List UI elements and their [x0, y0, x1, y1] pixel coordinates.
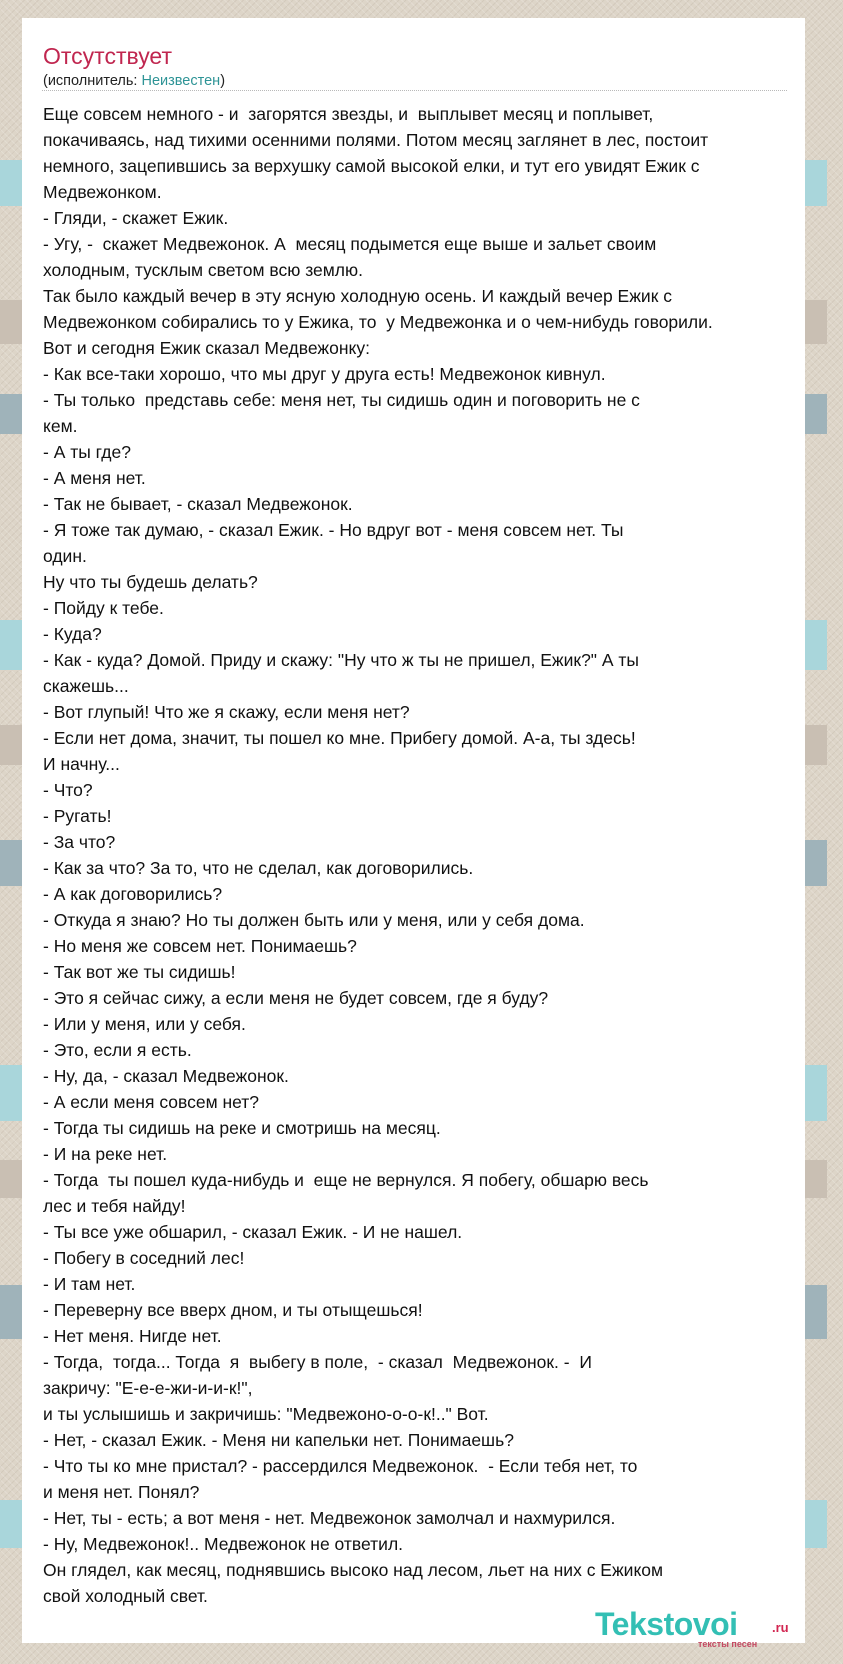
- lyrics-line: - Нет меня. Нигде нет.: [43, 1326, 222, 1346]
- lyrics-line: - Ну, Медвежонок!.. Медвежонок не ответил.: [43, 1534, 404, 1554]
- lyrics-card: [22, 18, 805, 1649]
- lyrics-line: - Так вот же ты сидишь!: [43, 962, 236, 982]
- lyrics-text: [43, 101, 843, 1609]
- artist-suffix: ): [220, 73, 226, 89]
- lyrics-line: И начну...: [43, 754, 120, 774]
- lyrics-line: Медвежонком собирались то у Ежика, то у Медвежонка и о чем-нибудь говорили.: [43, 312, 713, 332]
- lyrics-line: - Как за что? За то, что не сделал, как договорились.: [43, 858, 474, 878]
- lyrics-line: Вот и сегодня Ежик сказал Медвежонку:: [43, 338, 370, 358]
- lyrics-line: - Нет, - сказал Ежик. - Меня ни капельки нет. Понимаешь?: [43, 1430, 514, 1450]
- logo-tagline: тексты песен: [698, 1639, 758, 1649]
- lyrics-line: - Как - куда? Домой. Приду и скажу: "Ну что ж ты не пришел, Ежик?" А ты: [43, 650, 640, 670]
- artist-link[interactable]: Неизвестен: [141, 73, 221, 89]
- lyrics-line: Так было каждый вечер в эту ясную холодную осень. И каждый вечер Ежик с: [43, 286, 672, 306]
- lyrics-line: холодным, тусклым светом всю землю.: [43, 260, 363, 280]
- lyrics-line: - Тогда ты сидишь на реке и смотришь на месяц.: [43, 1118, 441, 1138]
- lyrics-line: Медвежонком.: [43, 182, 162, 202]
- logo-wordmark: Tekstovoi: [595, 1606, 738, 1642]
- lyrics-line: - Вот глупый! Что же я скажу, если меня нет?: [43, 702, 410, 722]
- lyrics-line: - Ты только представь себе: меня нет, ты сидишь один и поговорить не с: [43, 390, 640, 410]
- lyrics-line: Он глядел, как месяц, поднявшись высоко над лесом, льет на них с Ежиком: [43, 1560, 664, 1580]
- lyrics-line: Ну что ты будешь делать?: [43, 572, 258, 592]
- lyrics-line: - За что?: [43, 832, 116, 852]
- lyrics-line: - И на реке нет.: [43, 1144, 168, 1164]
- lyrics-line: - Нет, ты - есть; а вот меня - нет. Медвежонок замолчал и нахмурился.: [43, 1508, 616, 1528]
- lyrics-line: и меня нет. Понял?: [43, 1482, 200, 1502]
- lyrics-line: Еще совсем немного - и загорятся звезды, и выплывет месяц и поплывет,: [43, 104, 654, 124]
- lyrics-line: - А меня нет.: [43, 468, 146, 488]
- lyrics-line: - Куда?: [43, 624, 102, 644]
- lyrics-line: - Что ты ко мне пристал? - рассердился Медвежонок. - Если тебя нет, то: [43, 1456, 638, 1476]
- lyrics-line: - Что?: [43, 780, 93, 800]
- lyrics-line: - Так не бывает, - сказал Медвежонок.: [43, 494, 353, 514]
- lyrics-line: немного, зацепившись за верхушку самой высокой елки, и тут его увидят Ежик с: [43, 156, 700, 176]
- lyrics-line: - Но меня же совсем нет. Понимаешь?: [43, 936, 357, 956]
- lyrics-line: - Тогда ты пошел куда-нибудь и еще не вернулся. Я побегу, обшарю весь: [43, 1170, 649, 1190]
- lyrics-line: - Ну, да, - сказал Медвежонок.: [43, 1066, 289, 1086]
- lyrics-line: - Или у меня, или у себя.: [43, 1014, 246, 1034]
- lyrics-line: - А как договорились?: [43, 884, 223, 904]
- lyrics-line: - Пойду к тебе.: [43, 598, 164, 618]
- lyrics-line: - Откуда я знаю? Но ты должен быть или у меня, или у себя дома.: [43, 910, 585, 930]
- lyrics-line: покачиваясь, над тихими осенними полями. Потом месяц заглянет в лес, постоит: [43, 130, 709, 150]
- lyrics-line: - Это, если я есть.: [43, 1040, 192, 1060]
- lyrics-line: - Как все-таки хорошо, что мы друг у друга есть! Медвежонок кивнул.: [43, 364, 606, 384]
- artist-line: [43, 72, 225, 90]
- lyrics-line: - Гляди, - скажет Ежик.: [43, 208, 229, 228]
- logo-domain: .ru: [772, 1620, 789, 1635]
- lyrics-line: - Если нет дома, значит, ты пошел ко мне. Прибегу домой. А-а, ты здесь!: [43, 728, 636, 748]
- lyrics-line: - Побегу в соседний лес!: [43, 1248, 245, 1268]
- lyrics-line: - И там нет.: [43, 1274, 136, 1294]
- lyrics-line: - Угу, - скажет Медвежонок. А месяц подымется еще выше и зальет своим: [43, 234, 657, 254]
- lyrics-line: лес и тебя найду!: [43, 1196, 186, 1216]
- lyrics-line: скажешь...: [43, 676, 129, 696]
- lyrics-line: - Ты все уже обшарил, - сказал Ежик. - И не нашел.: [43, 1222, 463, 1242]
- lyrics-line: закричу: "Е-е-е-жи-и-и-к!",: [43, 1378, 253, 1398]
- site-logo[interactable]: [595, 1606, 807, 1649]
- lyrics-line: - А если меня совсем нет?: [43, 1092, 260, 1112]
- lyrics-line: - Это я сейчас сижу, а если меня не будет совсем, где я буду?: [43, 988, 549, 1008]
- lyrics-line: - Тогда, тогда... Тогда я выбегу в поле, - сказал Медвежонок. - И: [43, 1352, 592, 1372]
- lyrics-line: - Ругать!: [43, 806, 112, 826]
- lyrics-line: - Переверну все вверх дном, и ты отыщешься!: [43, 1300, 423, 1320]
- artist-prefix: (исполнитель:: [43, 73, 142, 89]
- song-title: Отсутствует: [43, 43, 172, 69]
- lyrics-line: и ты услышишь и закричишь: "Медвежоно-о-о-к!.." Вот.: [43, 1404, 489, 1424]
- lyrics-line: один.: [43, 546, 87, 566]
- lyrics-line: кем.: [43, 416, 78, 436]
- lyrics-line: свой холодный свет.: [43, 1586, 208, 1606]
- lyrics-line: - Я тоже так думаю, - сказал Ежик. - Но вдруг вот - меня совсем нет. Ты: [43, 520, 624, 540]
- lyrics-line: - А ты где?: [43, 442, 131, 462]
